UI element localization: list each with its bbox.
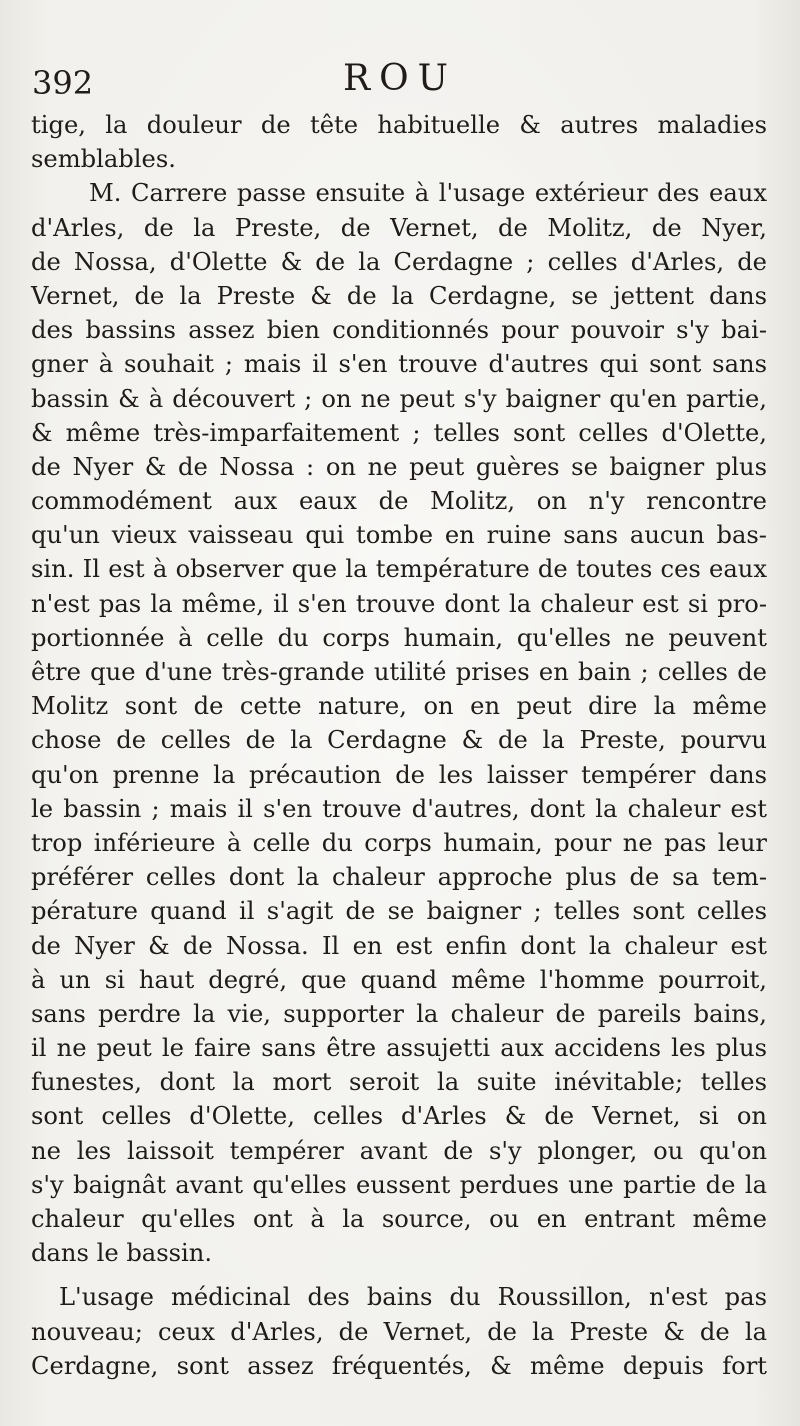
text-line: chose de celles de la Cerdagne & de la Preste, pourvu [31, 726, 767, 755]
text-line: pérature quand il s'agit de se baigner ; telles sont celles [31, 897, 767, 926]
text-line: sont celles d'Olette, celles d'Arles & de Vernet, si on [31, 1102, 767, 1131]
text-line: gner à souhait ; mais il s'en trouve d'autres qui sont sans [31, 350, 767, 379]
paragraph [31, 1280, 767, 1383]
text-line: funestes, dont la mort seroit la suite inévitable; telles [31, 1068, 767, 1097]
text-line: être que d'une très-grande utilité prises en bain ; celles de [31, 658, 767, 686]
paragraph-gap [31, 1270, 767, 1280]
paragraph [31, 176, 767, 1270]
text-line: semblables. [31, 145, 176, 174]
text-line: nouveau; ceux d'Arles, de Vernet, de la Preste & de la [31, 1317, 767, 1346]
text-line: s'y baignât avant qu'elles eussent perdues une partie de la [31, 1170, 767, 1199]
text-line: sin. Il est à observer que la température de toutes ces eaux [31, 555, 767, 584]
text-line: bassin & à découvert ; on ne peut s'y baigner qu'en partie, [31, 384, 767, 413]
text-line: il ne peut le faire sans être assujetti aux accidens les plus [31, 1034, 767, 1063]
body-text [31, 108, 767, 1383]
page-header [30, 58, 770, 108]
text-line: qu'un vieux vaisseau qui tombe en ruine sans aucun bas- [31, 521, 767, 550]
text-line: Cerdagne, sont assez fréquentés, & même depuis fort [31, 1351, 767, 1380]
text-line: L'usage médicinal des bains du Roussillon, n'est pas [59, 1283, 767, 1312]
text-line: des bassins assez bien conditionnés pour pouvoir s'y bai- [31, 316, 767, 345]
paragraph [31, 108, 767, 176]
text-line: qu'on prenne la précaution de les laisser tempérer dans [31, 760, 767, 789]
text-line: de Nossa, d'Olette & de la Cerdagne ; celles d'Arles, de [31, 247, 767, 276]
text-line: le bassin ; mais il s'en trouve d'autres, dont la chaleur est [31, 794, 767, 823]
text-line: à un si haut degré, que quand même l'homme pourroit, [31, 965, 767, 994]
text-line: de Nyer & de Nossa. Il en est enfin dont la chaleur est [31, 931, 767, 960]
text-line: n'est pas la même, il s'en trouve dont la chaleur est si pro- [31, 589, 767, 618]
text-line: & même très-imparfaitement ; telles sont celles d'Olette, [31, 418, 767, 447]
page-number: 392 [32, 64, 94, 102]
text-line: tige, la douleur de tête habituelle & autres maladies [31, 111, 767, 139]
text-line: chaleur qu'elles ont à la source, ou en entrant même [31, 1205, 767, 1233]
text-line: commodément aux eaux de Molitz, on n'y rencontre [31, 487, 767, 516]
text-line: M. Carrere passe ensuite à l'usage extérieur des eaux [89, 179, 767, 208]
text-line: d'Arles, de la Preste, de Vernet, de Molitz, de Nyer, [31, 213, 767, 242]
text-line: préférer celles dont la chaleur approche plus de sa tem- [31, 863, 767, 892]
text-line: sans perdre la vie, supporter la chaleur de pareils bains, [31, 999, 767, 1028]
text-line: trop inférieure à celle du corps humain, pour ne pas leur [31, 828, 767, 857]
text-line: dans le bassin. [31, 1239, 213, 1268]
text-line: de Nyer & de Nossa : on ne peut guères se baigner plus [31, 452, 767, 481]
text-line: portionnée à celle du corps humain, qu'elles ne peuvent [31, 623, 767, 652]
text-line: Vernet, de la Preste & de la Cerdagne, se jettent dans [31, 281, 767, 310]
text-line: Molitz sont de cette nature, on en peut dire la même [31, 692, 767, 721]
text-line: ne les laissoit tempérer avant de s'y plonger, ou qu'on [31, 1136, 767, 1165]
running-head: ROU [343, 58, 457, 99]
